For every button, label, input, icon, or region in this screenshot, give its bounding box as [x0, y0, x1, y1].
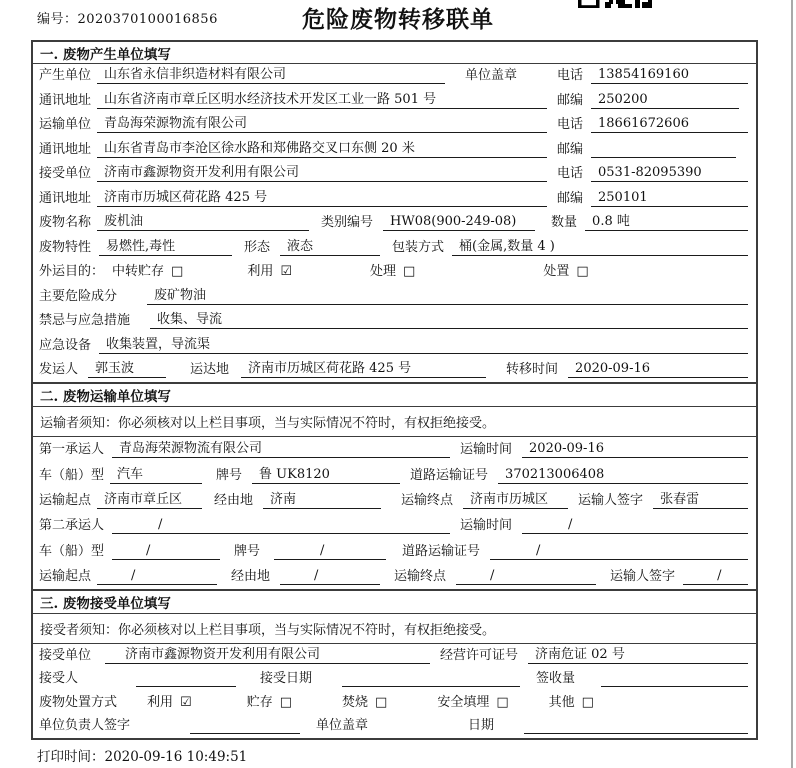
road-license-label: 道路运输证号 — [410, 467, 489, 483]
page-edge-line — [791, 0, 793, 768]
producer-label: 产生单位 — [39, 68, 92, 84]
print-time-line — [37, 745, 247, 765]
first-carrier-value: 青岛海荣源物流有限公司 — [112, 440, 450, 458]
section1-body — [33, 64, 756, 382]
waste-form-value: 液态 — [280, 238, 380, 256]
waste-name-value: 废机油 — [97, 213, 309, 231]
received-amount-label: 签收量 — [536, 671, 576, 686]
producer-phone-value: 13854169160 — [591, 66, 748, 84]
road-license-label: 道路运输证号 — [402, 543, 481, 559]
plate-value-2: / — [274, 542, 386, 560]
row-route-2 — [33, 564, 756, 589]
producer-zip-value: 250200 — [591, 91, 739, 109]
packing-label: 包装方式 — [392, 239, 445, 255]
transporter-phone-value: 18661672606 — [591, 115, 748, 133]
row-accepting-unit — [33, 644, 756, 668]
equipment-label: 应急设备 — [39, 337, 92, 353]
route-via-label: 经由地 — [214, 492, 254, 508]
row-receiver — [33, 162, 756, 186]
section3-body — [33, 644, 756, 738]
destination-label: 运达地 — [190, 362, 230, 378]
vehicle-type-label: 车（船）型 — [39, 543, 105, 559]
row-disposal-method — [33, 691, 756, 715]
waste-traits-value: 易燃性,毒性 — [99, 238, 232, 256]
vehicle-type-value: 汽车 — [110, 466, 202, 484]
row-acceptor — [33, 668, 756, 692]
checkbox-unchecked-icon: □ — [581, 694, 594, 710]
waste-code-label: 类别编号 — [321, 215, 374, 231]
permit-label: 经营许可证号 — [440, 647, 519, 663]
waste-name-label: 废物名称 — [39, 215, 92, 231]
phone-label: 电话 — [557, 117, 584, 133]
producer-value: 山东省永信非织造材料有限公司 — [97, 66, 445, 84]
first-carrier-label: 第一承运人 — [39, 442, 105, 458]
page-title: 危险废物转移联单 — [302, 6, 494, 33]
receiver-address-value: 济南市历城区荷花路 425 号 — [97, 189, 547, 207]
transporter-address-value: 山东省青岛市李沧区徐水路和郑佛路交叉口东侧 20 米 — [97, 140, 547, 158]
waste-qty-label: 数量 — [551, 215, 578, 231]
disposal-option-burn: 焚烧 □ — [342, 694, 388, 710]
zip-label: 邮编 — [557, 190, 584, 206]
packing-value: 桶(金属,数量 4 ) — [452, 238, 748, 256]
route-via-value: 济南 — [263, 491, 381, 509]
route-start-value-2: / — [97, 567, 217, 585]
precaution-value: 收集、导流 — [150, 311, 748, 329]
receiver-zip-value: 250101 — [591, 189, 748, 207]
section3-header: 三. 废物接受单位填写 — [33, 589, 756, 614]
purpose-option-transfer: 中转贮存 □ — [112, 264, 184, 280]
manifest-form — [31, 40, 758, 740]
hazard-label: 主要危险成分 — [39, 288, 118, 304]
row-purpose — [33, 260, 756, 284]
accept-date-value — [342, 670, 520, 687]
checkbox-unchecked-icon: □ — [375, 694, 388, 710]
row-producer-address — [33, 88, 756, 112]
checkbox-unchecked-icon: □ — [496, 694, 509, 710]
disposal-method-label: 废物处置方式 — [39, 694, 118, 710]
second-carrier-value: / — [112, 516, 450, 534]
row-vehicle-1 — [33, 462, 756, 487]
checkbox-checked-icon: ☑ — [180, 694, 192, 710]
transport-time-value: 2020-09-16 — [522, 440, 748, 458]
row-route-1 — [33, 488, 756, 513]
route-end-value-2: / — [456, 567, 596, 585]
receiver-label: 接受单位 — [39, 166, 92, 182]
waste-qty-value: 0.8 吨 — [585, 213, 748, 231]
hazard-value: 废矿物油 — [147, 287, 748, 305]
road-license-value-2: / — [490, 542, 748, 560]
phone-label: 电话 — [557, 68, 584, 84]
transporter-label: 运输单位 — [39, 117, 92, 133]
doc-number-label: 编号： — [37, 12, 78, 27]
transfer-time-label: 转移时间 — [506, 362, 559, 378]
row-precaution — [33, 309, 756, 333]
waste-traits-label: 废物特性 — [39, 239, 92, 255]
checkbox-unchecked-icon: □ — [403, 264, 416, 280]
disposal-option-store: 贮存 □ — [246, 694, 292, 710]
row-second-carrier — [33, 513, 756, 538]
accepting-unit-value: 济南市鑫源物资开发利用有限公司 — [105, 646, 430, 664]
unit-stamp-label: 单位盖章 — [464, 68, 517, 84]
route-via-value-2: / — [280, 567, 380, 585]
zip-label: 邮编 — [557, 141, 584, 157]
purpose-option-dispose: 处置 □ — [543, 264, 589, 280]
disposal-option-use: 利用 ☑ — [147, 694, 192, 710]
precaution-label: 禁忌与应急措施 — [39, 313, 131, 329]
checkbox-unchecked-icon: □ — [576, 264, 589, 280]
route-end-label: 运输终点 — [401, 492, 454, 508]
section3-notice: 接受者须知：你必须核对以上栏目事项，当与实际情况不符时，有权拒绝接受。 — [33, 614, 756, 644]
print-time-label: 打印时间： — [37, 749, 105, 765]
section2-body — [33, 437, 756, 589]
row-producer — [33, 64, 756, 88]
vehicle-type-value-2: / — [112, 542, 220, 560]
second-carrier-label: 第二承运人 — [39, 518, 105, 534]
receiver-phone-value: 0531-82095390 — [591, 164, 748, 182]
dispatcher-label: 发运人 — [39, 362, 79, 378]
transporter-value: 青岛海荣源物流有限公司 — [97, 115, 547, 133]
checkbox-unchecked-icon: □ — [279, 694, 292, 710]
row-transporter — [33, 113, 756, 137]
phone-label: 电话 — [557, 166, 584, 182]
plate-value: 鲁 UK8120 — [252, 466, 400, 484]
destination-value: 济南市历城区荷花路 425 号 — [241, 360, 486, 378]
transport-time-label: 运输时间 — [460, 442, 513, 458]
row-waste-name — [33, 211, 756, 235]
unit-signature-label: 单位负责人签字 — [39, 718, 131, 733]
purpose-option-treat: 处理 □ — [370, 264, 416, 280]
transporter-zip-value — [591, 141, 736, 158]
disposal-option-other: 其他 □ — [548, 694, 594, 710]
row-hazard — [33, 284, 756, 308]
transport-time-label: 运输时间 — [460, 518, 513, 534]
section2-notice: 运输者须知：你必须核对以上栏目事项，当与实际情况不符时，有权拒绝接受。 — [33, 407, 756, 437]
acceptor-label: 接受人 — [39, 671, 79, 686]
date-label: 日期 — [468, 718, 495, 733]
row-vehicle-2 — [33, 538, 756, 563]
route-start-label: 运输起点 — [39, 568, 92, 584]
address-label: 通讯地址 — [39, 190, 92, 206]
date-value — [524, 717, 748, 734]
receiver-value: 济南市鑫源物资开发利用有限公司 — [97, 164, 547, 182]
carrier-sign-value-2: / — [683, 567, 748, 585]
purpose-label: 外运目的： — [39, 264, 105, 280]
checkbox-checked-icon: ☑ — [280, 264, 292, 280]
purpose-option-use: 利用 ☑ — [247, 264, 292, 280]
doc-number-value: 2020370100016856 — [77, 12, 218, 27]
carrier-sign-label: 运输人签字 — [610, 568, 676, 584]
row-receiver-address — [33, 186, 756, 210]
unit-stamp-label: 单位盖章 — [316, 718, 369, 733]
waste-code-value: HW08(900-249-08) — [383, 213, 535, 231]
row-first-carrier — [33, 437, 756, 462]
received-amount-value — [601, 670, 748, 687]
route-via-label: 经由地 — [231, 568, 271, 584]
route-end-label: 运输终点 — [394, 568, 447, 584]
address-label: 通讯地址 — [39, 92, 92, 108]
plate-label: 牌号 — [216, 467, 243, 483]
address-label: 通讯地址 — [39, 141, 92, 157]
disposal-option-landfill: 安全填埋 □ — [437, 694, 509, 710]
acceptor-value — [136, 670, 236, 687]
producer-address-value: 山东省济南市章丘区明水经济技术开发区工业一路 501 号 — [97, 91, 547, 109]
row-unit-signature — [33, 715, 756, 739]
dispatcher-value: 郭玉波 — [88, 360, 166, 378]
transfer-time-value: 2020-09-16 — [568, 360, 748, 378]
equipment-value: 收集装置，导流渠 — [99, 336, 748, 354]
carrier-sign-value: 张春雷 — [653, 491, 748, 509]
row-dispatch — [33, 358, 756, 382]
section1-header: 一. 废物产生单位填写 — [33, 42, 756, 64]
section2-header: 二. 废物运输单位填写 — [33, 382, 756, 407]
road-license-value: 370213006408 — [498, 466, 748, 484]
plate-label: 牌号 — [234, 543, 261, 559]
route-start-value: 济南市章丘区 — [97, 491, 202, 509]
row-waste-traits — [33, 235, 756, 259]
row-transporter-address — [33, 137, 756, 161]
unit-signature-value — [190, 717, 300, 734]
route-start-label: 运输起点 — [39, 492, 92, 508]
row-equipment — [33, 333, 756, 357]
zip-label: 邮编 — [557, 92, 584, 108]
checkbox-unchecked-icon: □ — [171, 264, 184, 280]
accepting-unit-label: 接受单位 — [39, 647, 92, 663]
waste-form-label: 形态 — [244, 239, 271, 255]
permit-value: 济南危证 02 号 — [528, 646, 748, 664]
print-time-value: 2020-09-16 10:49:51 — [104, 749, 248, 765]
vehicle-type-label: 车（船）型 — [39, 467, 105, 483]
route-end-value: 济南市历城区 — [463, 491, 568, 509]
accept-date-label: 接受日期 — [260, 671, 313, 686]
carrier-sign-label: 运输人签字 — [578, 492, 644, 508]
second-transport-time-value: / — [522, 516, 748, 534]
